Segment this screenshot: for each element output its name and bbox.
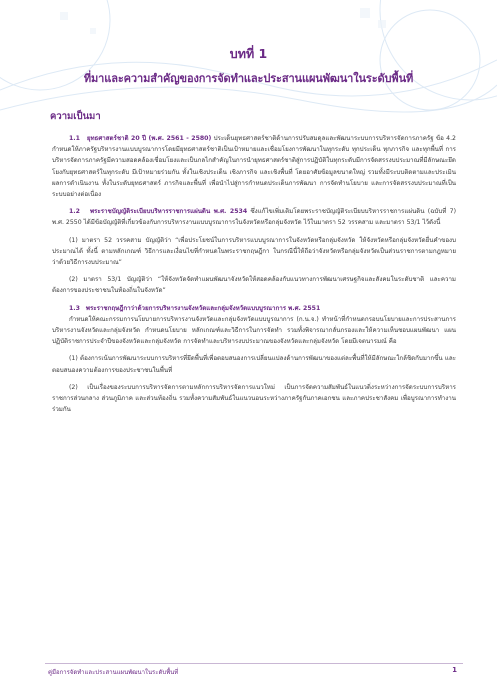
chapter-heading: บทที่ 1 [229, 46, 268, 61]
paragraph-body: ประเด็นยุทธศาสตร์ชาติด้านการปรับสมดุลและพัฒนาระบบการบริหารจัดการภาครัฐ ข้อ 4.2 กำหนดให้ภาครัฐบริหารงานแบบบูรณาการโดยมียุทธศาสตร์ชาติเป็นเป้าหมายและเชื่อมโยงการพัฒนาในทุกระดับ ทุกประเด็น ทุกภารกิจ และทุกพื้นที่ การบริหารจัดการภาครัฐมีความสอดคล้องเชื่อมโยงและเป็นกลไกสำคัญในการนำยุทธศาสตร์ชาติสู่การปฏิบัติในทุกระดับมีการจัดสรรงบประมาณที่มีลักษณะยึดโยงกับยุทธศาสตร์ในทุกระดับ มีเป้าหมายร่วมกัน ทั้งในเชิงประเด็น เชิงภารกิจ และเชิงพื้นที่ โดยอาศัยข้อมูลขนาดใหญ่ รวมทั้งมีระบบติดตามและประเมินผลการดำเนินงาน ทั้งในระดับยุทธศาสตร์ ภารกิจและพื้นที่ เพื่อนำไปสู่การกำหนดประเด็นการพัฒนา การจัดทำนโยบาย และการจัดสรรงบประมาณที่เป็นระบบอย่างต่อเนื่อง [52, 135, 456, 199]
paragraph-heading: ยุทธศาสตร์ชาติ 20 ปี (พ.ศ. 2561 - 2580) [86, 135, 212, 142]
sub-item-intent-2: (2) เป็นเรื่องของระบบการบริหารจัดการตามหลักการบริหารจัดการแนวใหม่ เป็นการจัดความสัมพันธ์ในแนวดิ่งระหว่างการจัดระบบการบริหารราชการส่วนกลาง ส่วนภูมิภาค และส่วนท้องถิ่น รวมทั้งความสัมพันธ์ในแนวนอนระหว่างภาครัฐกับภาคเอกชน และภาคประชาสังคม เพื่อบูรณาการทำงานร่วมกัน [52, 383, 456, 414]
paragraph-number: 1.1 [69, 135, 80, 142]
sub-item-52: (1) มาตรา 52 วรรคสาม บัญญัติว่า “เพื่อประโยชน์ในการบริหารแบบบูรณาการในจังหวัดหรือกลุ่มจังหวัด ให้จังหวัดหรือกลุ่มจังหวัดยื่นคำของบประมาณได้ ทั้งนี้ ตามหลักเกณฑ์ วิธีการและเงื่อนไขที่กำหนดในพระราชกฤษฎีกา ในกรณีนี้ให้ถือว่าจังหวัดหรือกลุ่มจังหวัดเป็นส่วนราชการตามกฎหมายว่าด้วยวิธีการงบประมาณ” [52, 236, 456, 267]
section-heading: ความเป็นมา [50, 111, 101, 122]
paragraph-number: 1.3 [69, 304, 80, 312]
sub-item-intent-1: (1) ต้องการเน้นการพัฒนาระบบการบริหารที่ยึดพื้นที่เพื่อตอบสนองการเปลี่ยนแปลงด้านการพัฒนาของแต่ละพื้นที่ให้มีลักษณะใกล้ชิดกับมากขึ้น และตอบสนองความต้องการของประชาชนในพื้นที่ [52, 355, 456, 374]
paragraph-heading: พระราชกฤษฎีกาว่าด้วยการบริหารงานจังหวัดและกลุ่มจังหวัดแบบบูรณาการ พ.ศ. 2551 [85, 304, 321, 312]
paragraph-body: ซึ่งแก้ไขเพิ่มเติมโดยพระราชบัญญัติระเบียบบริหารราชการแผ่นดิน (ฉบับที่ 7) พ.ศ. 2550 ได้มีข้อบัญญัติที่เกี่ยวข้องกับการบริหารงานแบบบูรณาการในจังหวัดหรือกลุ่มจังหวัด ไว้ในมาตรา 52 วรรคสาม และมาตรา 53/1 ไว้ดังนี้ [52, 208, 457, 227]
page-number: 1 [452, 666, 457, 674]
footer-title: คู่มือการจัดทำและประสานแผนพัฒนาในระดับพื้นที่ [48, 669, 179, 676]
paragraph-1-2 [52, 206, 456, 228]
chapter-title: ที่มาและความสำคัญของการจัดทำและประสานแผนพัฒนาในระดับพื้นที่ [83, 72, 414, 85]
paragraph-1-3 [52, 303, 456, 314]
paragraph-1-1 [52, 133, 456, 200]
body-content [52, 133, 456, 415]
footer-divider [45, 663, 463, 664]
paragraph-number: 1.2 [69, 208, 80, 216]
paragraph-heading: พระราชบัญญัติระเบียบบริหารราชการแผ่นดิน พ.ศ. 2534 [89, 208, 248, 216]
paragraph-1-3-body: กำหนดให้คณะกรรมการนโยบายการบริหารงานจังหวัดและกลุ่มจังหวัดแบบบูรณาการ (ก.น.จ.) ทำหน้าที่กำหนดกรอบนโยบายและการประสานการบริหารงานจังหวัดและกลุ่มจังหวัด กำหนดนโยบาย หลักเกณฑ์และวิธีการในการจัดทำ รวมทั้งพิจารณากลั่นกรองและให้ความเห็นชอบแผนพัฒนา แผนปฏิบัติราชการประจำปีของจังหวัดและกลุ่มจังหวัด การจัดทำและบริหารงบประมาณของจังหวัดและกลุ่มจังหวัด โดยมีเจตนารมณ์ คือ [52, 315, 456, 346]
sub-item-53-1: (2) มาตรา 53/1 บัญญัติว่า “ให้จังหวัดจัดทำแผนพัฒนาจังหวัดให้สอดคล้องกับแนวทางการพัฒนาเศรษฐกิจและสังคมในระดับชาติ และความต้องการของประชาชนในท้องถิ่นในจังหวัด” [52, 276, 456, 295]
